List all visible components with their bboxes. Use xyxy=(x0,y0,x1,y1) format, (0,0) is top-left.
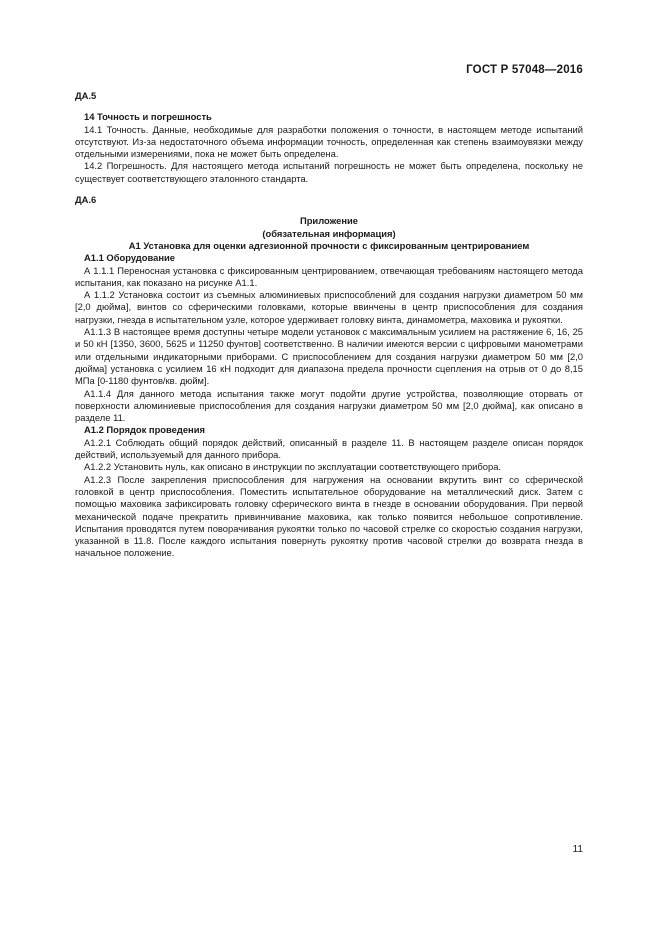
paragraph-a1-2-1: А1.2.1 Соблюдать общий порядок действий, описанный в разделе 11. В настоящем разделе описан порядок действий, используемый для данного прибора. xyxy=(75,436,583,461)
appendix-name: А1 Установка для оценки адгезионной прочности с фиксированным центрированием xyxy=(128,239,530,251)
paragraph-a1-1-1: А 1.1.1 Переносная установка с фиксированным центрированием, отвечающая требованиям настоящего метода испытания, как показано на рисунке А1.1. xyxy=(75,264,583,288)
paragraph-a1-1-2: А 1.1.2 Установка состоит из съемных алюминиевых приспособлений для создания нагрузки диаметром 50 мм [2,0 дюйма], винтов со сферическими головками, которые ввинчены в центр приспособления для создания нагрузки, гнезда в испытательном узле, которое удерживает головку винта, динамометра, маховика и рукоятки. xyxy=(75,289,583,325)
a1-2-heading: А1.2 Порядок проведения xyxy=(84,424,205,436)
paragraph-14-1: 14.1 Точность. Данные, необходимые для разработки положения о точности, в настоящем методе испытаний отсутствуют. Из-за недостаточного объема информации точность, определенная как степень взаимоувязки между отдельными измерениями, пока не может быть определена. xyxy=(75,123,583,160)
section-14-heading: 14 Точность и погрешность xyxy=(84,111,212,123)
paragraph-a1-2-2: А1.2.2 Установить нуль, как описано в инструкции по эксплуатации соответствующего прибора. xyxy=(84,461,502,473)
paragraph-14-2: 14.2 Погрешность. Для настоящего метода испытаний погрешность не может быть определена, поскольку не существует соответствующего эталонного стандарта. xyxy=(75,160,583,184)
a1-1-heading: А1.1 Оборудование xyxy=(84,252,175,264)
paragraph-a1-2-3: А1.2.3 После закрепления приспособления для нагружения на основании вкрутить винт со сферической головкой в центр приспособления. Поместить испытательное оборудование на металлический диск. Затем с помощью маховика зафиксировать головку сферического винта в гнезде в основании оборудования. При первой механической подаче прекратить привинчивание маховика, как только появится небольшое сопротивление. Испытания проводятся путем поворачивания рукоятки только по часовой стрелке со скоростью создания нагрузки, указанной в 11.8. После каждого испытания повернуть рукоятку против часовой стрелки до возврата гнезда в начальное положение. xyxy=(75,473,583,559)
paragraph-a1-1-4: А1.1.4 Для данного метода испытания также могут подойти другие устройства, позволяющие оторвать от поверхности алюминиевые приспособления для создания нагрузки диаметром 50 мм [2,0 дюйма], как описано в разделе 11. xyxy=(75,387,583,424)
paragraph-a1-1-3: А1.1.3 В настоящее время доступны четыре модели установок с максимальным усилием на растяжение 6, 16, 25 и 50 кН [1350, 3600, 5625 и 11250 фунтов] соответственно. В наличии имеются версии с цифровыми манометрами или отдельными индикаторными приборами. С приспособлением для создания нагрузки диаметром 50 мм [2,0 дюйма] установка с усилием 16 кН подходит для диапазона предела прочности сцепления на отрыв от 0 до 8,15 МПа [0-1180 фунтов/кв. дюйм]. xyxy=(75,326,583,387)
section-da5-title: ДА.5 xyxy=(75,90,97,101)
document-body xyxy=(75,90,583,560)
page-number: 11 xyxy=(572,844,583,855)
appendix-title: Приложение xyxy=(299,215,359,227)
section-da6-title: ДА.6 xyxy=(75,194,97,206)
appendix-status: (обязательная информация) xyxy=(262,227,396,239)
standard-code: ГОСТ Р 57048—2016 xyxy=(466,64,583,76)
